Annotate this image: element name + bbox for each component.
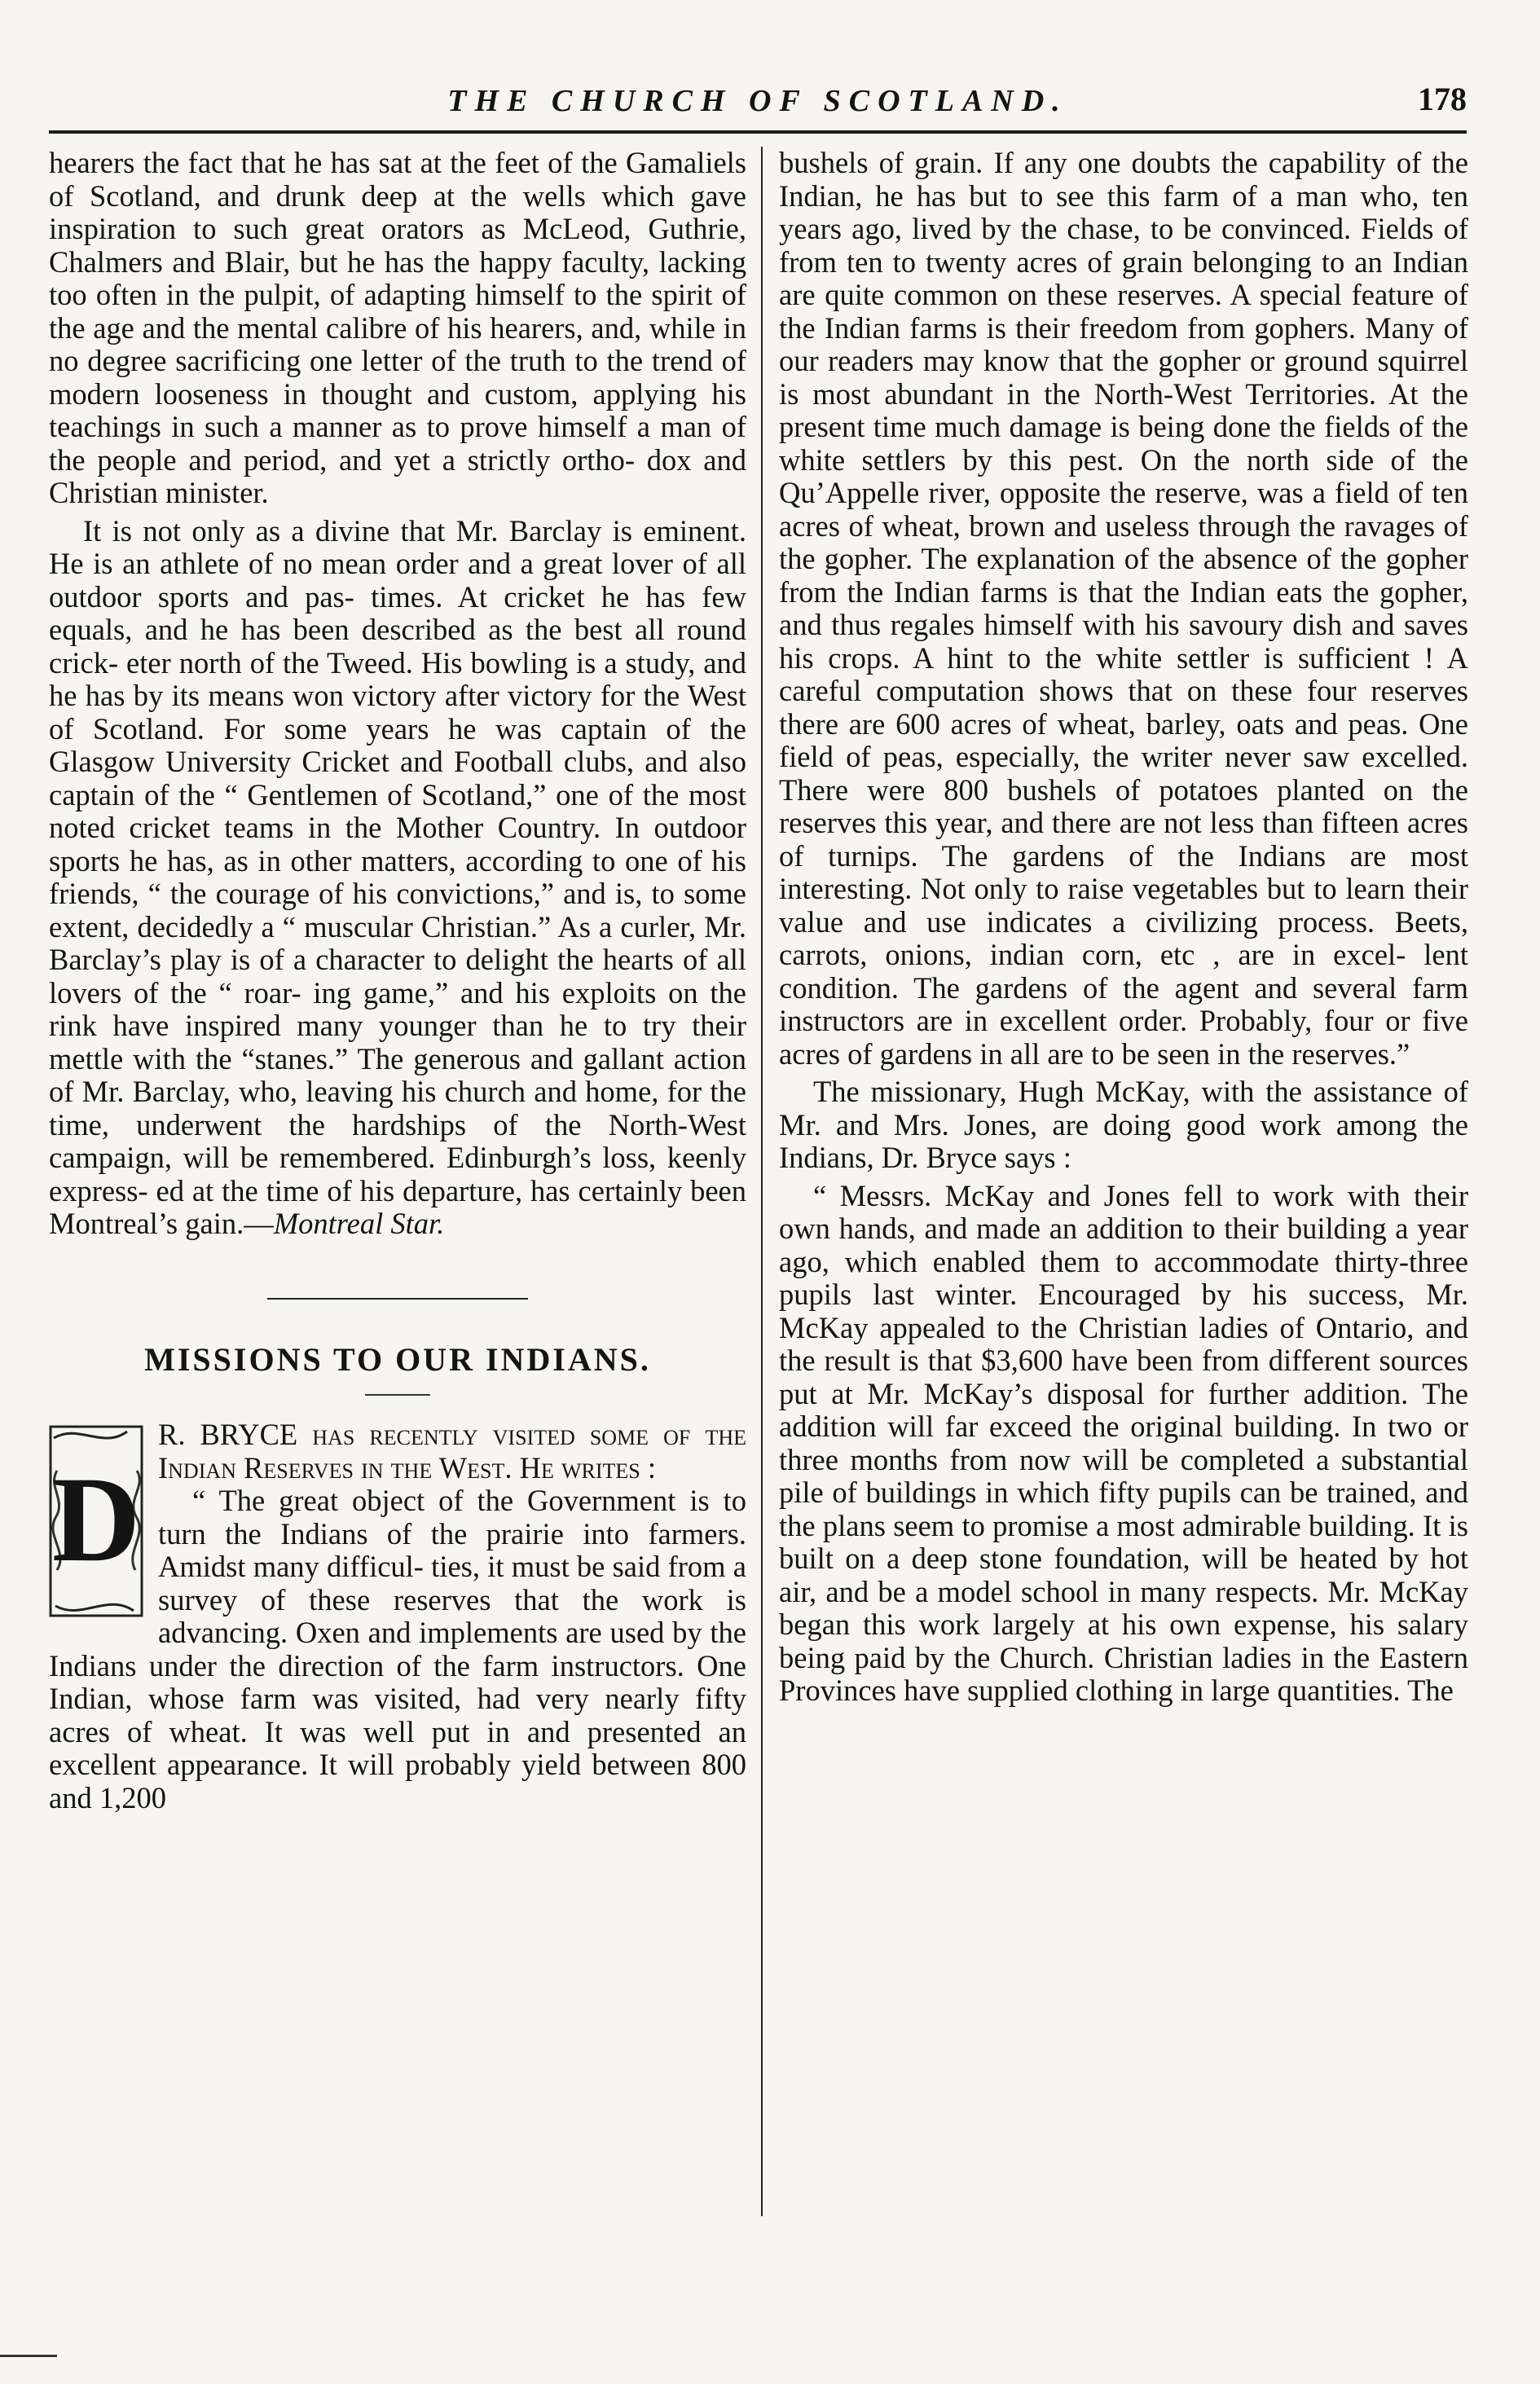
right-column	[779, 147, 1468, 2232]
paragraph-missionary: The missionary, Hugh McKay, with the assistance of Mr. and Mrs. Jones, are doing good work among the Indians, Dr. Bryce says :	[779, 1075, 1468, 1174]
footer-mark	[0, 2355, 57, 2357]
paragraph-grain: bushels of grain. If any one doubts the capability of the Indian, he has but to see this farm of a man who, ten years ago, lived by the chase, to be convinced. Fields of from ten to twenty acres of grain belonging to an Indian are quite common on these reserves. A special feature of the Indian farms is their freedom from gophers. Many of our readers may know that the gopher or ground squirrel is most abundant in the North-West Territories. At the present time much damage is being done the fields of the white settlers by this pest. On the north side of the Qu’Appelle river, opposite the reserve, was a field of ten acres of wheat, brown and useless through the ravages of the gopher. The explanation of the absence of the gopher from the Indian farms is that the Indian eats the gopher, and thus regales himself with his savoury dish and saves his crops. A hint to the white settler is sufficient ! A careful computation shows that on these four reserves there are 600 acres of wheat, barley, oats and peas. One field of peas, especially, the writer never saw excelled. There were 800 bushels of potatoes planted on the reserves this year, and there are not less than fifteen acres of turnips. The gardens of the Indians are most interesting. Not only to raise vegetables but to learn their value and use indicates a civilizing process. Beets, carrots, onions, indian corn, etc , are in excel- lent condition. The gardens of the agent and several farm instructors are in excellent order. Probably, four or five acres of gardens in all are to be seen in the reserves.”	[779, 146, 1468, 1071]
ornamental-drop-cap-icon	[46, 1422, 147, 1621]
section-divider	[267, 1298, 528, 1300]
section-title: MISSIONS TO OUR INDIANS.	[144, 1340, 651, 1378]
column-divider	[761, 147, 763, 2216]
left-column	[49, 147, 746, 2232]
running-head: THE CHURCH OF SCOTLAND.	[447, 84, 1068, 118]
paragraph-continued: hearers the fact that he has sat at the feet of the Gamaliels of Scotland, and drunk deep at the wells which gave inspiration to such great orators as McLeod, Guthrie, Chalmers and Blair, but he has the happy faculty, lacking too often in the pulpit, of adapting himself to the spirit of the age and the mental calibre of his hearers, and, while in no degree sacrificing one letter of the truth to the trend of modern looseness in thought and custom, applying his teachings in such a manner as to prove himself a man of the people and period, and yet a strictly ortho- dox and Christian minister.	[49, 146, 746, 509]
paragraph-barclay	[49, 515, 746, 1241]
title-underline	[365, 1394, 430, 1396]
paragraph-government-object: “ The great object of the Government is to turn the Indians of the prairie into farmers. Amidst many difficul- ties, it must be said from a survey of these reserves that the work is advancing. Oxen and implements are used by the Indians under the direction of the farm instructors. One Indian, whose farm was visited, had very nearly fifty acres of wheat. It was well put in and presented an excellent appearance. It will probably yield between 800 and 1,200	[49, 1484, 746, 1814]
paragraph-barclay-text: It is not only as a divine that Mr. Barclay is eminent. He is an athlete of no mean order and a great lover of all outdoor sports and pas- times. At cricket he has few equals, and he has been described as the best all round crick- eter north of the Tweed. His bowling is a study, and he has by its means won victory after victory for the West of Scotland. For some years he was captain of the Glasgow University Cricket and Football clubs, and also captain of the “ Gentlemen of Scotland,” one of the most noted cricket teams in the Mother Country. In outdoor sports he has, as in other matters, according to one of his friends, “ the courage of his convictions,” and is, to some extent, decidedly a “ muscular Christian.” As a curler, Mr. Barclay’s play is of a character to delight the hearts of all lovers of the “ roar- ing game,” and his exploits on the rink have inspired many younger than he to try their mettle with the “stanes.” The generous and gallant action of Mr. Barclay, who, leaving his church and home, for the time, underwent the hardships of the North-West campaign, will be remembered. Edinburgh’s loss, keenly express- ed at the time of his departure, has certainly been Montreal’s gain.—	[49, 513, 746, 1240]
paragraph-bryce-intro	[49, 1419, 746, 1485]
drop-cap-letter: D	[51, 1452, 141, 1587]
bryce-intro-text: R. BRYCE has recently visited some of the Indian Reserves in the West. He writes :	[158, 1418, 746, 1485]
page-number: 178	[1418, 81, 1467, 117]
page-header	[49, 73, 1467, 134]
paragraph-building: “ Messrs. McKay and Jones fell to work with their own hands, and made an addition to their building a year ago, which enabled them to accommodate thirty-three pupils last winter. Encouraged by his success, Mr. McKay appealed to the Christian ladies of Ontario, and the result is that $3,600 have been from different sources put at Mr. McKay’s disposal for further addition. The addition will far exceed the original building. In two or three months from now will be completed a substantial pile of buildings in which fifty pupils can be trained, and the plans seem to promise a most admirable building. It is built on a deep stone foundation, will be heated by hot air, and be a model school in many respects. Mr. McKay began this work largely at his own expense, his salary being paid by the Church. Christian ladies in the Eastern Provinces have supplied clothing in large quantities. The	[779, 1178, 1468, 1707]
source-attribution: Montreal Star.	[273, 1207, 445, 1240]
